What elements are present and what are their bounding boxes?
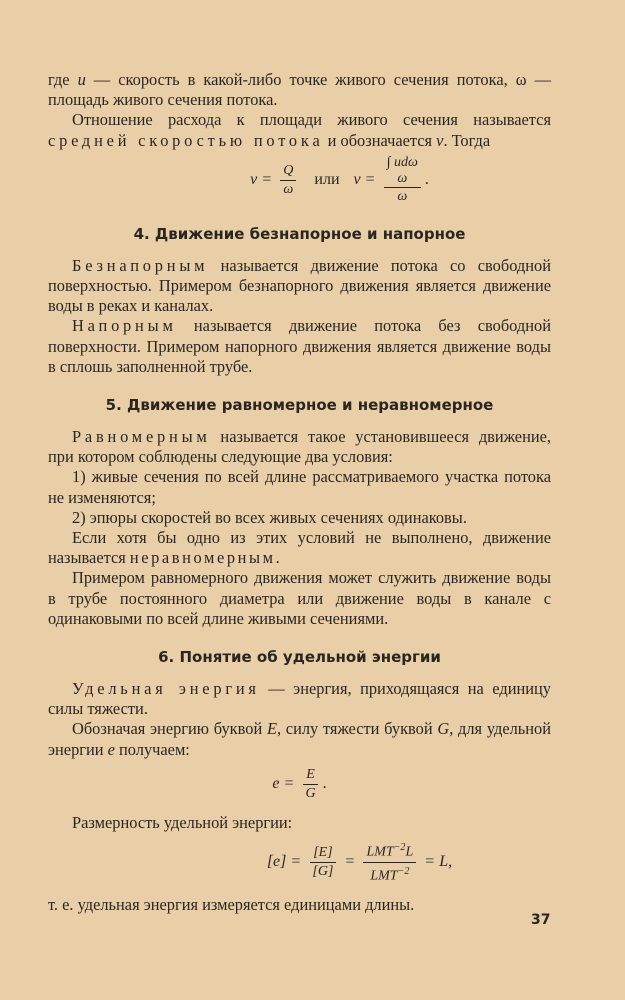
paragraph: Обозначая энергию буквой E, силу тяжести буквой G, для удельной энергии e получаем: <box>48 719 551 759</box>
page-number: 37 <box>531 912 551 928</box>
section-heading: 5. Движение равномерное и неравномерное <box>105 396 494 415</box>
paragraph: Равномерным называется такое установившееся движение, при котором соблюдены следующие два условия: <box>48 427 551 467</box>
fraction: $\frac{[E]}{[G]}$ <box>309 844 336 881</box>
section-heading: 4. Движение безнапорное и напорное <box>133 224 466 243</box>
paragraph: Если хотя бы одно из этих условий не выполнено, движение называется неравномерным. <box>48 528 551 568</box>
formula-dimension: [e] = $\frac{[E]}{[G]}$ = $\frac{LMT^{-2}L}{LMT^{-2}}$ = L, <box>168 839 551 885</box>
paragraph: Размерность удельной энергии: <box>72 812 293 832</box>
formula-specific-energy: e = $\frac{E}{G}$ . <box>272 766 327 801</box>
paragraph: Отношение расхода к площади живого сечения называется средней скоростью потока и обозначается v. Тогда <box>48 110 551 150</box>
list-item: 1) живые сечения по всей длине рассматриваемого участка потока не изменяются; <box>48 467 551 507</box>
paragraph: Напорным называется движение потока без свободной поверхности. Примером напорного движения является движение воды в сплошь заполненной трубе. <box>48 316 551 376</box>
formula-mean-velocity: v = $\frac{Q}{\omega}$ или v = ∫ udω ω ω . <box>250 154 429 204</box>
list-item: 2) эпюры скоростей во всех живых сечениях одинаковы. <box>72 507 467 527</box>
paragraph: где u — скорость в какой-либо точке живого сечения потока, ω — площадь живого сечения потока. <box>48 70 551 110</box>
fraction: ∫ udω ω ω <box>384 155 421 206</box>
paragraph: Примером равномерного движения может служить движение воды в трубе постоянного диаметра или движение воды в канале с одинаковыми по всей длине живыми сечениями. <box>48 568 551 628</box>
section-heading: 6. Понятие об удельной энергии <box>158 648 441 667</box>
fraction: $\frac{E}{G}$ <box>303 766 319 803</box>
page-text <box>48 70 551 916</box>
paragraph: т. е. удельная энергия измеряется единицами длины. <box>48 895 415 915</box>
fraction: $\frac{LMT^{-2}L}{LMT^{-2}}$ <box>363 839 416 885</box>
paragraph: Удельная энергия — энергия, приходящаяся на единицу силы тяжести. <box>48 679 551 719</box>
paragraph: Безнапорным называется движение потока со свободной поверхностью. Примером безнапорного движения является движение воды в реках и каналах. <box>48 255 551 316</box>
fraction: $\frac{Q}{\omega}$ <box>280 162 296 199</box>
